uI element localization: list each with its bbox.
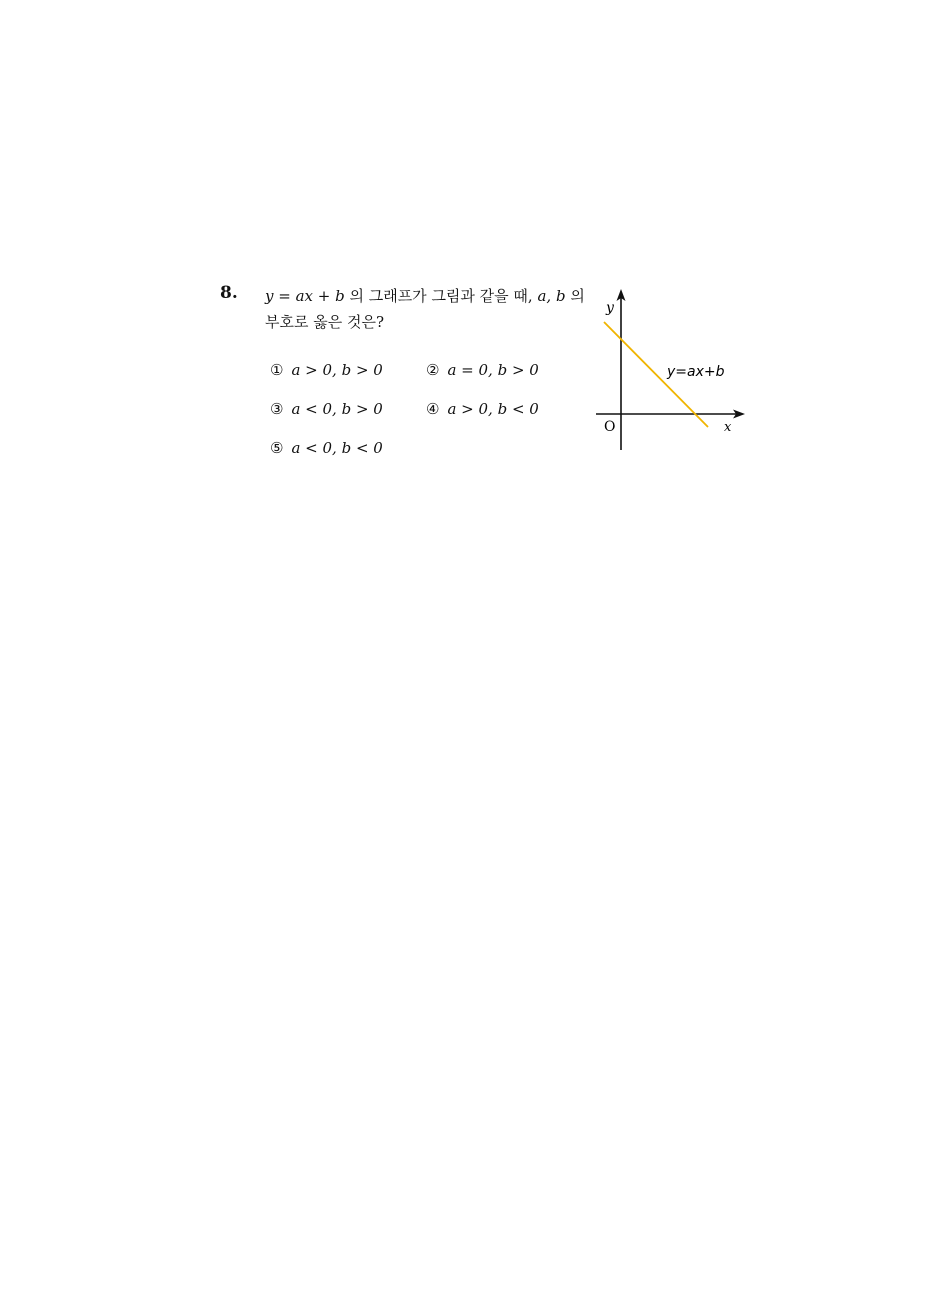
question-text-line2: 부호로 옳은 것은? [265, 313, 385, 331]
graph-figure [590, 284, 760, 454]
choice-text: a > 0, b < 0 [447, 400, 539, 418]
choice-text: a = 0, b > 0 [447, 361, 539, 379]
choice-text: a > 0, b > 0 [291, 361, 383, 379]
choice-number: ⑤ [270, 439, 284, 457]
choice-number: ④ [426, 400, 440, 418]
question-number: 8. [220, 283, 238, 303]
graph-svg [590, 284, 760, 454]
x-axis-label: x [724, 420, 732, 435]
question-equation: y = ax + b [265, 287, 345, 305]
choice-number: ① [270, 361, 284, 379]
choice-number: ② [426, 361, 440, 379]
question-variables: a, b [537, 287, 566, 305]
question-text-tail: 의 [565, 287, 585, 305]
y-axis-label: y [606, 300, 614, 316]
question-text-line1 [265, 286, 585, 306]
origin-label: O [604, 419, 616, 435]
choice-number: ③ [270, 400, 284, 418]
choice-5[interactable] [270, 438, 383, 458]
choice-3[interactable] [270, 399, 383, 419]
line-label: y=ax+b [667, 364, 725, 380]
choice-text: a < 0, b < 0 [291, 439, 383, 457]
choice-1[interactable] [270, 360, 383, 380]
choice-2[interactable] [426, 360, 539, 380]
choice-4[interactable] [426, 399, 539, 419]
choice-text: a < 0, b > 0 [291, 400, 383, 418]
question-text-part: 의 그래프가 그림과 같을 때, [344, 287, 538, 305]
